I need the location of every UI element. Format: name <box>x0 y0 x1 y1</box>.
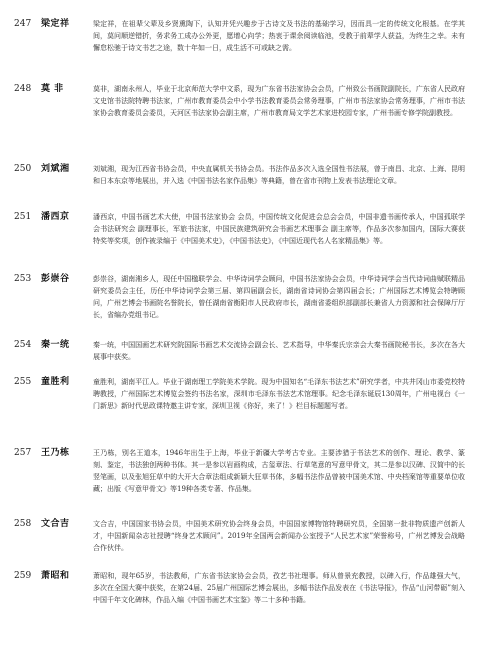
entry-biography: 刘斌湘，现为江西省书协会员，中央直属机关书协会员。书法作品多次入选全国性书法展，曾于南昌、北京、上海、昆明和日本东京等地展出，并入选《中国书法名家作品集》等典籍，曾在省市刊物上发表书法理论文章。 <box>93 165 465 185</box>
entry-name: 秦一统 <box>41 340 70 350</box>
entry-number: 253 <box>14 274 32 284</box>
biography-entry <box>0 570 480 630</box>
entry-biography: 文合吉，中国国家书协会员，中国美术研究协会终身会员，中国国家博物馆特聘研究员，全国第一批非物质遗产创新人才，中国新闻杂志社授聘“终身艺术顾问”。2019年全国两会新闻办公室授予“人民艺术家”荣誉称号，广州艺博发会战略合作伙伴。 <box>93 520 465 552</box>
entry-number: 255 <box>14 377 32 387</box>
entry-name: 莫 非 <box>41 84 64 94</box>
entry-number: 251 <box>14 212 32 222</box>
entry-name: 梁定祥 <box>41 19 70 29</box>
biography-entry <box>0 83 480 155</box>
entry-number: 258 <box>14 519 32 529</box>
entry-biography: 萧昭和，现年65岁，书法教师，广东省书法家协会会员，孜艺书社理事。师从曾景充教授，以碑入行，作品雄强大气，多次在全国大赛中获奖，在第24届、25届广州国际艺博会展出，多幅书法作品发表在《书法导报》，作品“山河带砺”刻入中国千年文化碑林，作品入编《中国书画艺术宝鉴》等二十多种书籍。 <box>93 572 465 604</box>
entry-biography: 潘西京，中国书画艺术大使，中国书法家协会 会员，中国传统文化促进会总会会员，中国非遗书画传承人，中国孤联学会书法研究会 副理事长，军旅书法家，中国民族建筑研究会书画艺术理事会 副主席等，作品多次参加国内，国际大赛获特奖等奖项，创作被录编于《中国美术史》，《中国书法史》，《中国近现代名人名家精品集》等。 <box>93 213 465 245</box>
biography-entry <box>0 18 480 73</box>
entry-name: 文合吉 <box>41 519 70 529</box>
entry-number: 254 <box>14 340 32 350</box>
entry-name: 潘西京 <box>41 212 70 222</box>
entry-biography: 王乃栋，别名王道本，1946年出生于上海，毕业于新疆大学考古专业。主要涉猎于书法艺术的创作、理论、教学、篆刻、鉴定，书法独创两种书体。其一是参以岩画构成，古玺章法、行草笔意的写意甲骨文，其二是参以汉碑、汉简中的长竖笔画，以及张旭狂草中的大开大合章法组成新颖大狂草书体，多幅书法作品曾被中国美术馆、中央档案馆等重要单位收藏；出版《写意甲骨文》等19种各类专著、作品集。 <box>93 449 465 493</box>
entry-biography: 彭崇谷，湖南湘乡人，现任中国楹联学会、中华诗词学会顾问，中国书法家协会会员，中华诗词学会当代诗词曲赋联精品研究委员会主任，历任中华诗词学会第三届、第四届副会长，湖南省诗词协会第四届会长；广州国际艺术博览会特聘顾问，广州艺博会书画院名誉院长，曾任湖南省衡阳市人民政府市长，湖南省委组织部副部长兼省人力资源和社会保障厅厅长，省编办党组书记。 <box>93 275 465 319</box>
entry-number: 248 <box>14 84 32 94</box>
biography-entry <box>0 273 480 333</box>
entry-number: 247 <box>14 19 32 29</box>
entry-biography: 莫非，湖南永州人，毕业于北京师范大学中文系，现为广东省书法家协会会员，广州致公书画院副院长，广东省人民政府文史馆书法院特聘书法家，广州市教育委员会中小学书法教育委员会常务理事，广州市书法家协会常务理事，广州市书法家协会教育委员会委员，天河区书法家协会副主席，广州市教育局文学艺术家进校园专家，广州书画专修学院副教授。 <box>93 85 465 117</box>
entry-biography: 梁定祥，在祖辈父辈及乡贤熏陶下，认知并凭兴趣步于古诗文及书法的基础学习，因而具一定的传统文化根基。在学其间，莫问顺逆错折，务求务工成办公外更，愿增心向学；热衷于课余阅读临池，受教于前辈学人获益，为终生之幸。未有懈怠松驰于诗文书艺之途，数十年如一日，成生活不可或缺之需。 <box>93 20 465 52</box>
entry-number: 257 <box>14 448 32 458</box>
biography-entry <box>0 447 480 507</box>
entry-name: 彭崇谷 <box>41 274 70 284</box>
biography-entry <box>0 211 480 266</box>
entry-biography: 秦一统，中国国画艺术研究院国际书画艺术交流协会副会长、艺术指导，中华秦氏宗亲会大秦书画院秘书长，多次在各大展事中获奖。 <box>93 341 465 361</box>
entry-name: 萧昭和 <box>41 571 70 581</box>
biography-entry <box>0 518 480 562</box>
biography-entry <box>0 163 480 203</box>
entry-name: 王乃栋 <box>41 448 70 458</box>
entry-name: 刘斌湘 <box>41 164 70 174</box>
entry-number: 250 <box>14 164 32 174</box>
entry-number: 259 <box>14 571 32 581</box>
biography-entry <box>0 339 480 367</box>
biography-entry <box>0 376 480 436</box>
entry-name: 童胜利 <box>41 377 70 387</box>
entry-biography: 童胜利，湖南平江人。毕业于湖南理工学院美术学院。现为中国知名“毛泽东书法艺术”研究学者，中共井冈山市委党校特聘教授，广州国际艺术博览会签约书法名家，深圳市毛泽东书法艺术馆理事。纪念毛泽东诞辰130周年，广州电视台《一门新思》新时代思政课特邀主讲专家，深圳卫视《你好，来了！》栏目标题题写者。 <box>93 378 465 410</box>
